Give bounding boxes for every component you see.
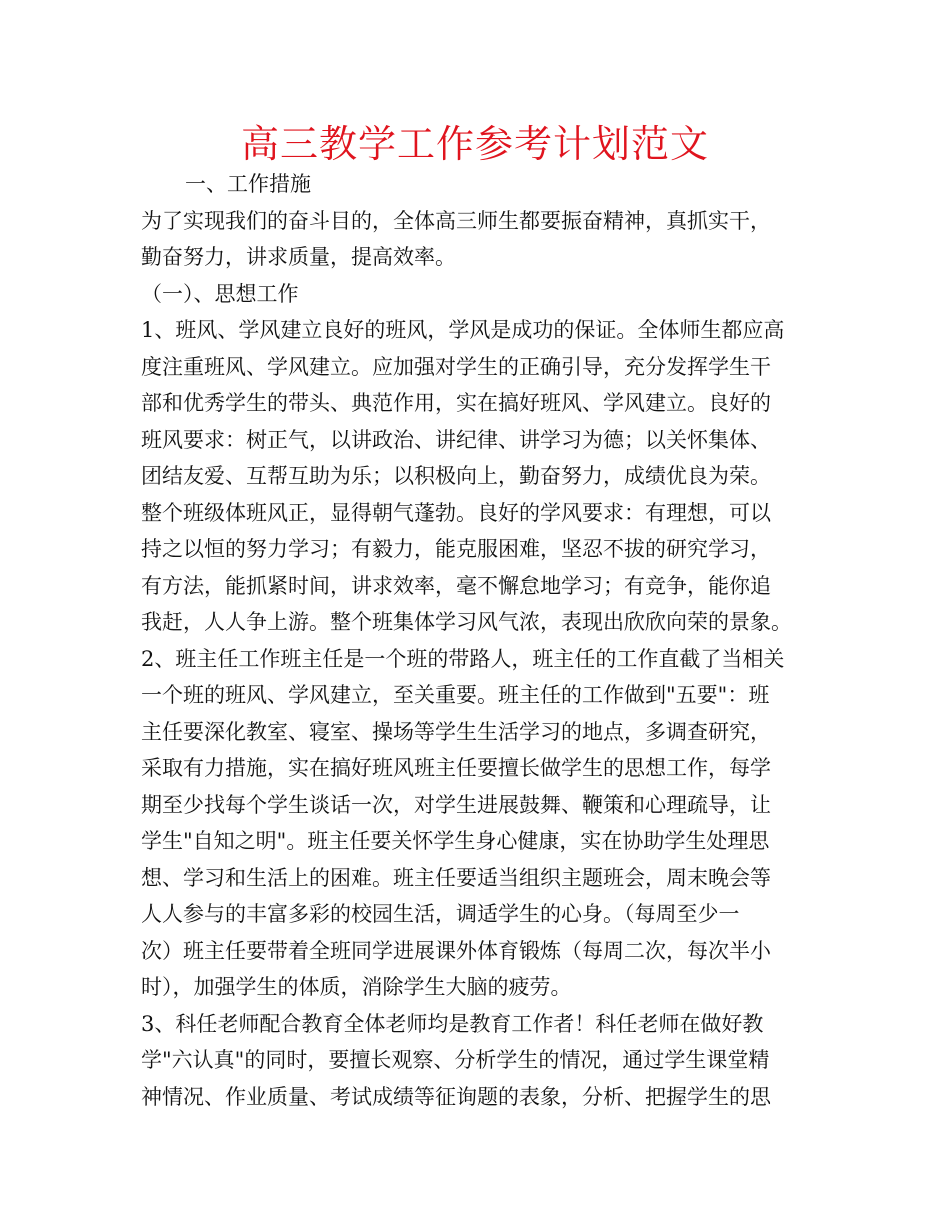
paragraph-line: 采取有力措施，实在搞好班风班主任要擅长做学生的思想工作，每学 — [141, 756, 771, 780]
paragraph-line: 期至少找每个学生谈话一次，对学生进展鼓舞、鞭策和心理疏导，让 — [141, 792, 771, 817]
paragraph-line: 1、班风、学风建立良好的班风，学风是成功的保证。全体师生都应高 — [141, 318, 785, 342]
paragraph-line: 人人参与的丰富多彩的校园生活，调适学生的心身。（每周至少一 — [141, 902, 740, 926]
paragraph-line: 时），加强学生的体质，消除学生大脑的疲劳。 — [141, 975, 572, 999]
paragraph-line: 整个班级体班风正，显得朝气蓬勃。良好的学风要求：有理想，可以 — [141, 500, 771, 525]
paragraph-line: 部和优秀学生的带头、典范作用，实在搞好班风、学风建立。良好的 — [141, 391, 771, 415]
paragraph-line: 学"六认真"的同时，要擅长观察、分析学生的情况，通过学生课堂精 — [141, 1048, 770, 1072]
section-heading: 一、工作措施 — [185, 172, 311, 196]
paragraph-line: 勤奋努力，讲求质量，提高效率。 — [141, 245, 456, 269]
paragraph-line: 一个班的班风、学风建立，至关重要。班主任的工作做到"五要"：班 — [141, 683, 770, 707]
paragraph-line: 持之以恒的努力学习；有毅力，能克服困难，坚忍不拔的研究学习， — [141, 537, 771, 561]
subsection-heading: （一）、思想工作 — [141, 281, 299, 306]
paragraph-line: 3、科任老师配合教育全体老师均是教育工作者！科任老师在做好教 — [141, 1011, 764, 1036]
paragraph-line: 2、班主任工作班主任是一个班的带路人，班主任的工作直截了当相关 — [141, 646, 785, 671]
paragraph-line: 为了实现我们的奋斗目的，全体高三师生都要振奋精神，真抓实干， — [141, 208, 771, 233]
paragraph-line: 团结友爱、互帮互助为乐；以积极向上，勤奋努力，成绩优良为荣。 — [141, 464, 771, 488]
document-title: 高三教学工作参考计划范文 — [240, 122, 709, 166]
paragraph-line: 神情况、作业质量、考试成绩等征询题的表象，分析、把握学生的思 — [141, 1084, 771, 1109]
paragraph-line: 主任要深化教室、寝室、操场等学生生活学习的地点，多调查研究， — [141, 719, 771, 744]
paragraph-line: 想、学习和生活上的困难。班主任要适当组织主题班会，周末晚会等 — [141, 865, 771, 890]
paragraph-line: 有方法，能抓紧时间，讲求效率，毫不懈怠地学习；有竞争，能你追 — [141, 573, 771, 598]
document-body — [141, 166, 821, 1115]
paragraph-line: 度注重班风、学风建立。应加强对学生的正确引导，充分发挥学生干 — [141, 354, 771, 379]
paragraph-line: 班风要求：树正气，以讲政治、讲纪律、讲学习为德；以关怀集体、 — [141, 427, 771, 452]
paragraph-line: 我赶，人人争上游。整个班集体学习风气浓，表现出欣欣向荣的景象。 — [141, 610, 792, 634]
paragraph-line: 次）班主任要带着全班同学进展课外体育锻炼（每周二次，每次半小 — [141, 938, 771, 963]
paragraph-line: 学生"自知之明"。班主任要关怀学生身心健康，实在协助学生处理思 — [141, 829, 770, 853]
